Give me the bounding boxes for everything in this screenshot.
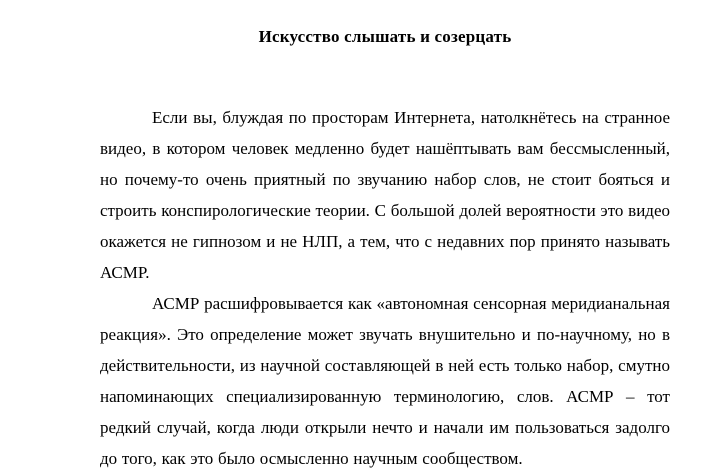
- document-title: Искусство слышать и созерцать: [258, 27, 512, 46]
- paragraph-1: Если вы, блуждая по просторам Интернета, натолкнётесь на странное видео, в котором человек медленно будет нашёптывать вам бессмысленный, но почему-то очень приятный по звучанию набор слов, не стоит бояться и строить конспирологические теории. С большой долей вероятности это видео окажется не гипнозом и не НЛП, а тем, что с недавних пор принято называть АСМР.: [100, 108, 670, 282]
- paragraph-2: АСМР расшифровывается как «автономная сенсорная меридианальная реакция». Это определение может звучать внушительно и по-научному, но в действительности, из научной составляющей в ней есть только набор, смутно напоминающих специализированную терминологию, слов. АСМР – тот редкий случай, когда люди открыли нечто и начали им пользоваться задолго до того, как это было осмысленно научным сообществом.: [100, 294, 670, 468]
